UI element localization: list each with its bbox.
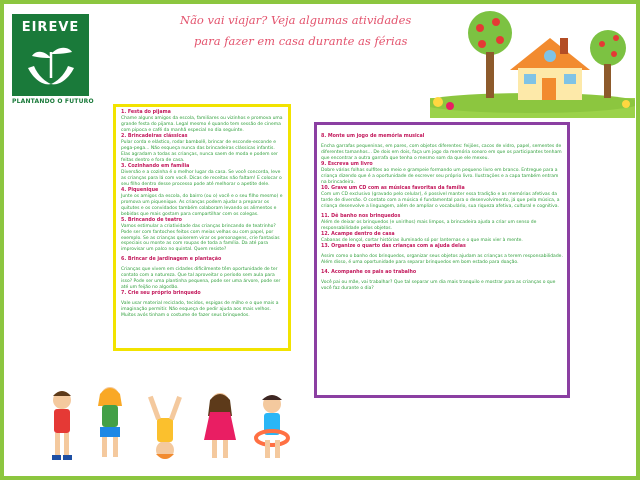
- activity-3-text: Diversão e a cozinha é o melhor lugar da casa. Se você concorda, leve as crianças para lá com você. Dicas de receitas não faltam! E colocar o seu filho dentro desse processo pode até melhorar o apetite dele.: [121, 169, 282, 187]
- title-line-2: para fazer em casa durante as férias: [194, 34, 408, 48]
- activity-5-title: 5. Brincando de teatro: [121, 217, 182, 223]
- child-3-cartwheel: [148, 396, 182, 459]
- activity-13-text: Assim como o banho dos brinquedos, organizar seus objetos ajudam as crianças a terem responsabilidade. Além disso, é uma oportunidade para separar brinquedos em bom estado para doação.: [321, 254, 563, 265]
- logo-name: EIREVE: [21, 20, 80, 35]
- activity-6-title: 6. Brincar de jardinagem e plantação: [121, 257, 222, 263]
- logo-tagline: PLANTANDO O FUTURO: [12, 98, 94, 105]
- activity-14-title: 14. Acompanhe os pais ao trabalho: [321, 269, 417, 275]
- activities-box-left: [113, 104, 291, 351]
- activity-14-text: Você pai ou mãe, vai trabalhar? Que tal separar um dia mais tranquilo e mostrar para as crianças o que você faz durante o dia?: [321, 280, 556, 292]
- activity-9-title: 9. Escreva um livro: [321, 161, 373, 167]
- activity-7-text: Vale usar material reciclado, tecidos, espigas de milho e o que mais a imaginação permitir. Não esqueça de pedir ajuda aos mais velhos. Muitos avós tinham o costume de fazer seus brinquedos.: [121, 301, 279, 319]
- activity-8-text: Encha garrafas pequeninas, em pares, com objetos diferentes: feijões, cacos de vidro, papel, sementes de diferentes tamanhos... De dois em dois, faça um jogo da memória sonoro em que os participantes tenham que encontrar a outra garrafa que tenha o mesmo som da que ele mexeu.: [321, 144, 562, 162]
- activity-5-text: Vamos estimular a criatividade das crianças brincando de teatrinho? Pode ser com fantoches feitos com meias velhas ou com papel, por exemplo. Se as crianças quiserem virar os personagens, crie fantasias especiais ou monte as com roupas de toda a família. Da até para improvisar um palco no quintal. Quem resiste?: [121, 223, 280, 253]
- child-4: [204, 393, 236, 458]
- activity-8-title: 8. Monte um jogo de memória musical: [321, 134, 425, 139]
- child-5: [256, 395, 288, 458]
- hands-sprout-icon: [24, 38, 78, 90]
- activity-10-text: Com um CD exclusivo (gravado pelo celular), é possível manter essa tradição e as memórias afetivas da tarde de diversão. O contato com a música é fundamental para o desenvolvimento, já que pela música, a criança desenvolve a linguagem, além de ampliar o vocabulário, sua riqueza afetiva, cultural e cognitiva.: [321, 192, 560, 209]
- activity-11-title: 11. Dê banho nos brinquedos: [321, 213, 401, 219]
- title-line-1: Não vai viajar? Veja algumas atividades: [180, 13, 412, 27]
- logo-box: [12, 14, 89, 96]
- activity-12-text: Cabanas de lençol, cortar histórias iluminado só por lanternas e o que mais vier à mente.: [321, 237, 523, 243]
- activity-1-text: Chame alguns amigos da escola, familiares ou vizinhos e promova uma grande festa do pijama. Legal mesmo é quando tem sessão de cinema com pipoca e café da manhã especial no dia seguinte.: [121, 116, 283, 134]
- activity-11-text: Além de deixar os brinquedos (e unirlhos) mais limpos, a brincadeira ajuda a criar um senso de responsabilidade pelos objetos.: [321, 219, 537, 231]
- child-2: [98, 387, 122, 457]
- activity-1-title: 1. Festa do pijama: [121, 110, 171, 115]
- activity-6-text: Crianças que vivem em cidades dificilmente têm oportunidade de ter contato com a natureza. Que tal aproveitar o período sem aula para isso? Pode ser uma plantinha pequena, pode ser uma árvore, pode ser até um feijão no algodão.: [121, 267, 281, 291]
- activity-10-title: 10. Grave um CD com as músicas favoritas da família: [321, 185, 465, 191]
- eireve-logo: [12, 14, 94, 105]
- activity-7-title: 7. Crie seu próprio brinquedo: [121, 291, 201, 297]
- activity-4-text: Junte os amigos da escola, do bairro (ou o) você e o seu filho mesmo) e promova um piquenique. As crianças podem ajudar a preparar os quitutes e os convidados também colaboram levando os alimentos e bebidas que mais gostam para compartilhar com os colegas.: [121, 193, 283, 217]
- activity-13-title: 13. Organize o quarto das crianças com a ajuda delas: [321, 243, 466, 249]
- activity-12-title: 12. Acampe dentro de casa: [321, 231, 395, 237]
- activity-4-title: 4. Piquenique: [121, 187, 159, 193]
- child-1: [52, 391, 72, 460]
- page-title: [180, 10, 450, 52]
- activity-2-text: Pular corda e elástico, rodar bambolê, brincar de esconde-esconde e pega-pega... Não esqueça nunca das brincadeiras clássicas infantis. Elas agradam a todas as crianças, nunca saem de moda e podem ser feitas dentro e fora de casa.: [121, 140, 278, 163]
- activity-9-text: Dobre várias folhas sulfites ao meio e grampeie formando um pequeno livro em branco. Entregue para a criança dizendo que é a oportunidade de escrever seu próprio livro. Ilustrações e a capa também entram na brincadeira.: [321, 168, 559, 185]
- activity-3-title: 3. Cozinhando em família: [121, 163, 190, 169]
- children-playing-illustration: [40, 382, 310, 477]
- house-scene-illustration: [430, 8, 635, 118]
- activities-box-right: [314, 122, 570, 398]
- activity-2-title: 2. Brincadeiras clássicas: [121, 133, 188, 139]
